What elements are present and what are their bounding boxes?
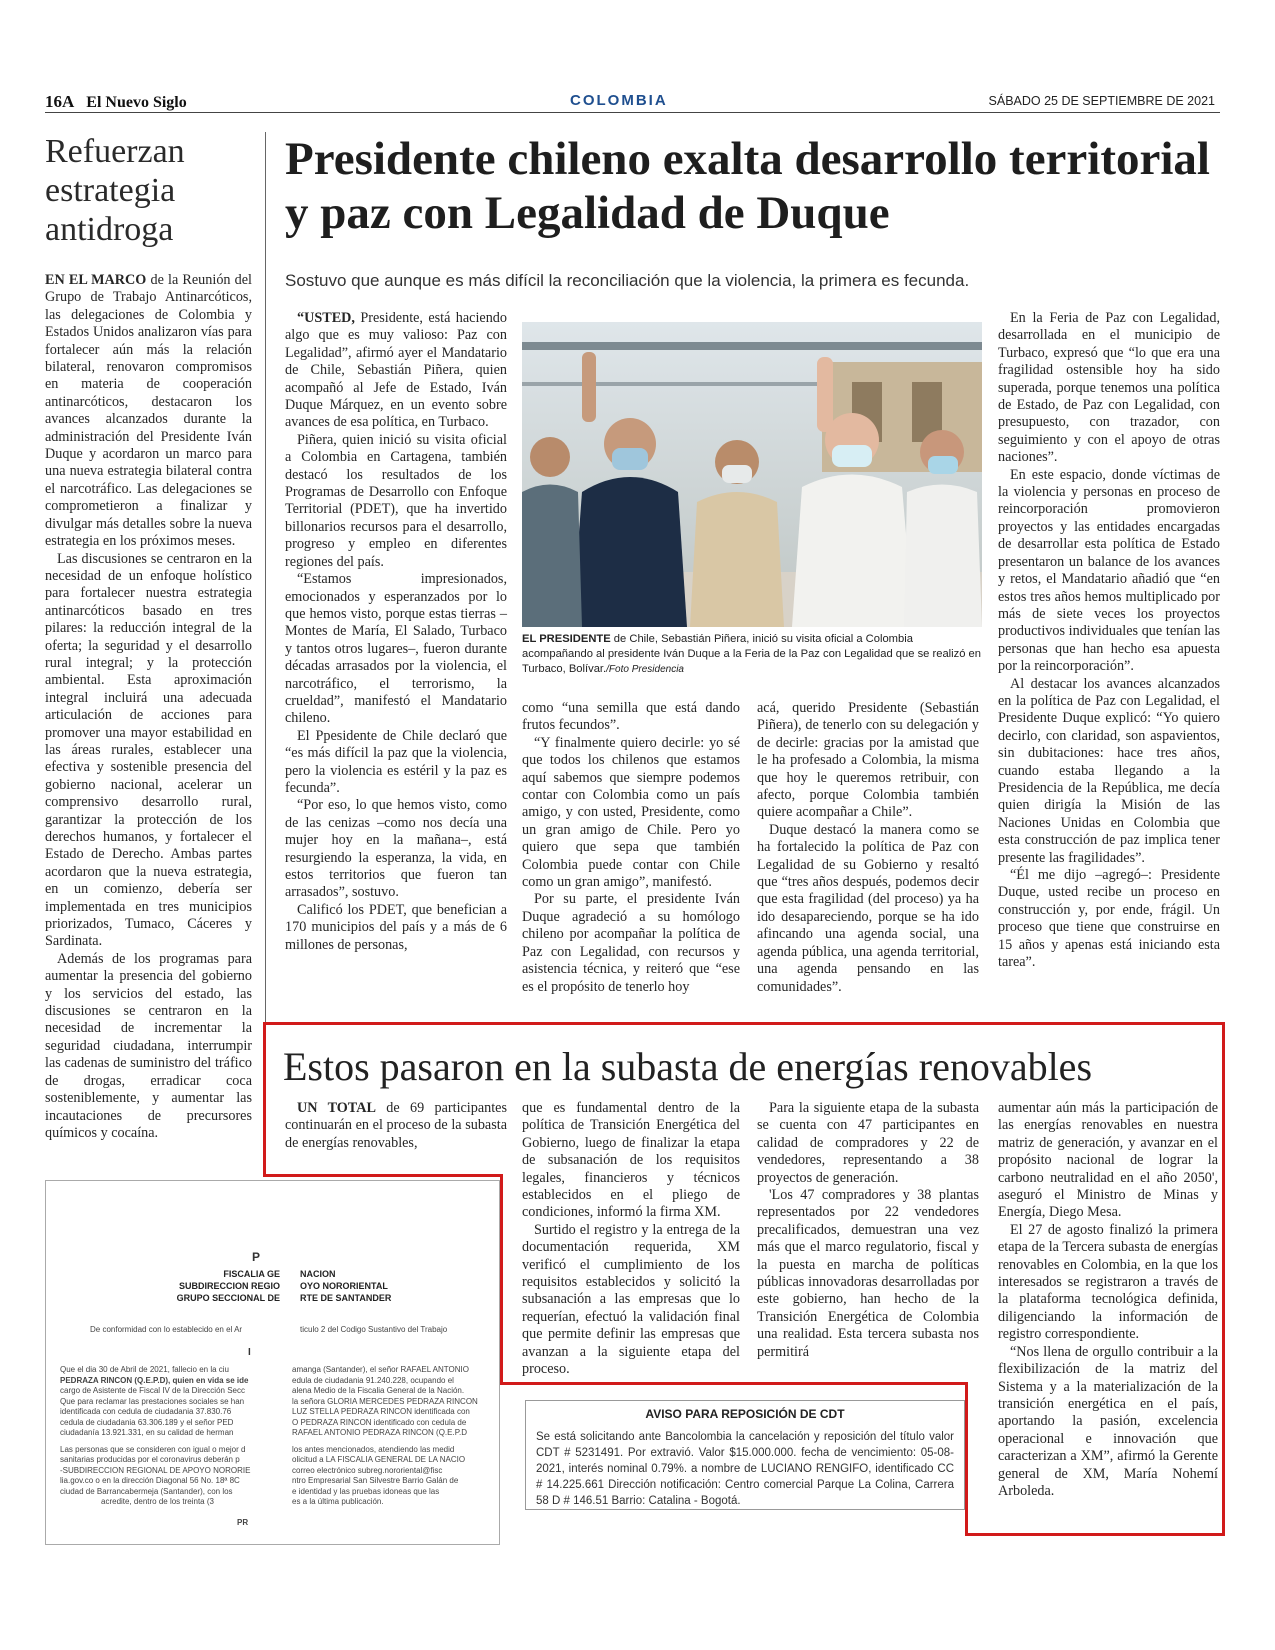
- news-photo: [522, 322, 982, 627]
- column-divider: [265, 132, 266, 1112]
- legal-line: es a la última publicación.: [292, 1497, 384, 1506]
- legal-line: Que el dia 30 de Abril de 2021, fallecio en la ciu: [60, 1365, 230, 1374]
- box-headline: Estos pasaron en la subasta de energías renovables: [283, 1044, 1093, 1089]
- main-column-3: [757, 700, 979, 996]
- header-rule: [45, 112, 1220, 113]
- legal-notice-title-right: [300, 1268, 450, 1304]
- main-lead: “USTED,: [297, 310, 355, 326]
- cdt-body: Se está solicitando ante Bancolombia la cancelación y reposición del título valor CDT # 5231491. Por extravió. Valor $15.000.000. fecha de vencimiento: 05-08-2021, interés nominal 0.79%. a nombre de LUCIANO RENGIFO, identificado CC # 14.225.661 Dirección notificación: Centro comercial Parque La Colina, Carrera 58 D # 146.51 Barrio: Catalina - Bogotá.: [536, 1431, 954, 1507]
- paragraph: El Ppesidente de Chile declaró que “es más difícil la paz que la violencia, pero la violencia es estéril y la paz es fecunda”.: [285, 727, 507, 796]
- main-headline: Presidente chileno exalta desarrollo territorial y paz con Legalidad de Duque: [285, 133, 1210, 239]
- legal-line: lia.gov.co o en la dirección Diagonal 56 No. 18ª 8C: [60, 1476, 240, 1485]
- legal-title-line: GRUPO SECCIONAL DE: [176, 1293, 280, 1303]
- section-name: COLOMBIA: [570, 92, 668, 109]
- paragraph: acá, querido Presidente (Sebastián Piñera), de tenerlo con su delegación y de decirle: gracias por la amistad que le ha profesado a Colombia, la misma que hoy le queremos retribuir, con afecto, porque Colombia también quiere acompañar a Chile”.: [757, 700, 979, 821]
- paragraph: En la Feria de Paz con Legalidad, desarrollada en el municipio de Turbaco, expresó que “lo que era una fragilidad ostensible hoy ha sido superada, porque tenemos una política de Estado, de Paz con Legalidad, con presupuesto, con trazador, con seguimiento y con el apoyo de otras naciones”.: [998, 310, 1220, 466]
- legal-line: acredite, dentro de los treinta (3: [101, 1497, 214, 1506]
- paragraph: Piñera, quien inició su visita oficial a Colombia en Cartagena, también destacó los resultados de los Programas de Desarrollo con Enfoque Territorial (PDET), que ha invertido billonarios recursos para el desarrollo, progreso y empleo en diferentes regiones del país.: [285, 431, 507, 570]
- photo-illustration: [522, 322, 982, 627]
- highlight-frame-left: [263, 1022, 266, 1177]
- paragraph: “Nos llena de orgullo contribuir a la flexibilización de la matriz del Sistema y a la materialización de la transición energética en el país, aportando la pasión, excelencia operacional e innovación que caracterizan a XM”, afirmó la Gerente general de XM, María Nohemí Arboleda.: [998, 1343, 1218, 1499]
- paragraph: Por su parte, el presidente Iván Duque agradeció a su homólogo chileno por acompañar la política de Paz con Legalidad, con recursos y asistencia técnica, y reiteró que “ese es el propósito de tenerlo hoy: [522, 891, 740, 995]
- legal-line: los antes mencionados, atendiendo las medid: [292, 1444, 455, 1454]
- paragraph: “Por eso, lo que hemos visto, como de las cenizas –como nos decía una mujer hoy en la mañana–, está resurgiendo la esperanza, la vida, en estos territorios que fueron tan arrasados”, sostuvo.: [285, 797, 507, 901]
- highlight-frame-right: [1222, 1022, 1225, 1536]
- box-column-3: [757, 1100, 979, 1361]
- main-column-1: [285, 310, 507, 954]
- paragraph: Calificó los PDET, que benefician a 170 municipios del país y a más de 6 millones de personas,: [285, 901, 507, 953]
- photo-caption: [522, 632, 982, 677]
- legal-notice-title-left: [160, 1268, 280, 1304]
- issue-date: SÁBADO 25 DE SEPTIEMBRE DE 2021: [988, 94, 1215, 108]
- paragraph: El 27 de agosto finalizó la primera etapa de la Tercera subasta de energías renovables en Colombia, en la que los interesados se registraron a través de la plataforma tecnológica definida, diligenciando la información de registro correspondiente.: [998, 1221, 1218, 1343]
- legal-line: O PEDRAZA RINCON identificado con cedula de: [292, 1417, 467, 1427]
- box-column-4: [998, 1100, 1218, 1500]
- legal-title-line: SUBDIRECCION REGIO: [178, 1281, 280, 1291]
- box-column-1: [285, 1100, 507, 1152]
- legal-notice-mark-2: I: [248, 1347, 251, 1358]
- legal-notice-mark: P: [252, 1250, 261, 1264]
- legal-line: sanitarias producidas por el coronavirus deberán p: [60, 1455, 240, 1464]
- cdt-title: AVISO PARA REPOSICIÓN DE CDT: [645, 1407, 845, 1421]
- paragraph: como “una semilla que está dando frutos fecundos”.: [522, 700, 740, 734]
- box-lead: UN TOTAL: [297, 1100, 376, 1116]
- sidebar-paragraph: Las discusiones se centraron en la necesidad de un enfoque holístico para fortalecer nuestra estrategia antinarcóticos basado en tres pilares: la reducción integral de la oferta; la seguridad y el desarrollo rural integral; y la protección ambiental. Esta aproximación integral incluirá una adecuada articulación de acciones para promover una mayor estabilidad en las áreas rurales, establecer una efectiva y sostenible presencia del gobierno nacional, acelerar un comprensivo desarrollo rural, garantizar la protección de los derechos humanos, y fortalecer el Estado de Derecho. Ambas partes acordaron que la nueva estrategia, en un comienzo, debería ser implementada en tres municipios priorizados, Tumaco, Cáceres y Sardinata.: [45, 550, 252, 950]
- legal-body-right: [292, 1365, 492, 1508]
- highlight-frame-step-4: [965, 1382, 968, 1536]
- paragraph: 'Los 47 compradores y 38 plantas representados por 22 vendedores precalificados, demuestran una vez más que el marco regulatorio, fiscal y la puesta en marcha de políticas públicas innovadoras desarrolladas por este gobierno, han hecho de la Transición Energética de Colombia una realidad. Esta tercera subasta nos permitirá: [757, 1187, 979, 1360]
- paragraph: “Estamos impresionados, emocionados y esperanzados por lo que hemos visto, porque estas tierras –Montes de María, El Salado, Turbaco y tantos otros lugares–, fueron durante décadas arrasados por la violencia, el narcotráfico, el terrorismo, la crueldad”, manifestó el Mandatario chileno.: [285, 571, 507, 727]
- paragraph: “Y finalmente quiero decirle: yo sé que todos los chilenos que estamos aquí sabemos que siempre podemos contar con Colombia como un país amigo, y con usted, Presidente, como un gran amigo de Chile. Pero yo quiero que sepa que también Colombia puede contar con Chile como un gran amigo”, manifestó.: [522, 734, 740, 891]
- legal-intro-right: ticulo 2 del Codigo Sustantivo del Trabajo: [300, 1325, 448, 1334]
- legal-line: PEDRAZA RINCON (Q.E.P.D), quien en vida se ide: [60, 1375, 249, 1385]
- legal-line: identificada con cedula de ciudadania 37.830.76: [60, 1407, 232, 1416]
- paragraph: aumentar aún más la participación de las energías renovables en nuestra matriz de generación, y avanzar en el propósito nacional de lograr la carbono neutralidad en el año 2050', aseguró el Ministro de Minas y Energía, Diego Mesa.: [998, 1100, 1218, 1221]
- legal-line: edula de ciudadania 91.240.228, ocupando el: [292, 1375, 454, 1385]
- paragraph: de 69 participantes continuarán en el proceso de la subasta de energías renovables,: [285, 1100, 507, 1151]
- main-column-2: [522, 700, 740, 996]
- legal-title-line: NACION: [300, 1269, 336, 1279]
- cdt-notice: [525, 1400, 965, 1510]
- legal-line: ntro Empresarial San Silvestre Barrio Galán de: [292, 1476, 459, 1485]
- paragraph: que es fundamental dentro de la política de Transición Energética del Gobierno, luego de finalizar la etapa de subsanación de los requisitos legales, financieros y técnicos establecidos en el pliego de condiciones, informó la firma XM.: [522, 1100, 740, 1221]
- page-number: 16A: [45, 92, 75, 111]
- legal-line: ciudadanía 13.921.331, en su calidad de herman: [60, 1428, 234, 1437]
- highlight-frame-bottom: [965, 1533, 1225, 1536]
- page-number-and-paper: [45, 92, 187, 112]
- paragraph: Presidente, está haciendo algo que es muy valioso: Paz con Legalidad”, afirmó ayer el Mandatario de Chile, Sebastián Piñera, quien acompañó al Jefe de Estado, Iván Duque Márquez, en un evento sobre avances de esa política, en Turbaco.: [285, 310, 507, 431]
- main-subhead: Sostuvo que aunque es más difícil la reconciliación que la violencia, la primera es fecunda.: [285, 271, 970, 290]
- sidebar-lead: EN EL MARCO: [45, 272, 147, 288]
- highlight-frame-top: [263, 1022, 1225, 1025]
- legal-title-line: OYO NORORIENTAL: [300, 1281, 388, 1291]
- legal-line: cedula de ciudadania 63.306.189 y el señor PED: [60, 1417, 234, 1427]
- sidebar-headline: Refuerzan estrategia antidroga: [45, 133, 185, 248]
- legal-line: correo electrónico subreg.nororiental@fisc: [292, 1465, 443, 1475]
- caption-text: de Chile, Sebastián Piñera, inició su visita oficial a Colombia acompañando al presidente Iván Duque a la Feria de la Paz con Legalidad que se realizó en Turbaco, Bolívar.: [522, 633, 981, 675]
- legal-line: cargo de Asistente de Fiscal IV de la Dirección Secc: [60, 1386, 245, 1395]
- sidebar-paragraph: de la Reunión del Grupo de Trabajo Antinarcóticos, las delegaciones de Colombia y Estados Unidos analizaron vías para fortalecer aún más la relación bilateral, renovaron compromisos en materia de cooperación antinarcóticos, destacaron los avances alcanzados durante la administración del Presidente Iván Duque y acordaron un marco para una nueva estrategia bilateral contra el narcotráfico. Las delegaciones se comprometieron a finalizar y divulgar más detalles sobre la nueva estrategia en los próximos meses.: [45, 272, 252, 550]
- legal-body-left: [60, 1365, 255, 1508]
- legal-line: amanga (Santander), el señor RAFAEL ANTONIO: [292, 1365, 469, 1374]
- highlight-frame-step-3: [500, 1382, 968, 1385]
- caption-lead: EL PRESIDENTE: [522, 633, 611, 645]
- legal-line: la señora GLORIA MERCEDES PEDRAZA RINCON: [292, 1396, 478, 1406]
- legal-title-line: RTE DE SANTANDER: [300, 1293, 392, 1303]
- legal-line: -SUBDIRECCION REGIONAL DE APOYO NORORIE: [60, 1465, 251, 1475]
- paragraph: “Él me dijo –agregó–: Presidente Duque, usted recibe un proceso en construcción y, por ende, frágil. Un proceso que tiene que construirse en 15 años y apenas está iniciando esta tarea”.: [998, 867, 1220, 971]
- highlight-frame-step-2: [500, 1174, 503, 1384]
- legal-intro-left: De conformidad con lo establecido en el Ar: [90, 1325, 243, 1334]
- main-column-4: [998, 310, 1220, 971]
- paragraph: Para la siguiente etapa de la subasta se cuenta con 47 participantes en calidad de compradores y 22 de vendedores, representando a 38 proyectos de generación.: [757, 1100, 979, 1186]
- legal-notice-mark-3: PR: [237, 1518, 249, 1527]
- legal-line: LUZ STELLA PEDRAZA RINCON identificada con: [292, 1407, 470, 1416]
- paragraph: Al destacar los avances alcanzados en la política de Paz con Legalidad, el Presidente Duque explicó: “Yo quiero decirlo, con claridad, son aspavientos, sin dubitaciones: hace tres años, cuando estaba llegando a la Presidencia de la República, me decía quien dirigía la Misión de las Naciones Unidas en Colombia que esta construcción de paz implica tener presente las fragilidades”.: [998, 675, 1220, 866]
- legal-line: olicitud a LA FISCALIA GENERAL DE LA NACIO: [292, 1455, 466, 1464]
- legal-title-line: FISCALIA GE: [223, 1269, 280, 1279]
- legal-line: Que para reclamar las prestaciones sociales se han: [60, 1396, 245, 1406]
- legal-line: alena Medio de la Fiscalia General de la Nación.: [292, 1386, 465, 1395]
- legal-line: RAFAEL ANTONIO PEDRAZA RINCON (Q.E.P.D: [292, 1428, 468, 1437]
- paragraph: En este espacio, donde víctimas de la violencia y personas en proceso de reincorporación promovieron proyectos y las entidades encargadas de desarrollar esta política de Estado presentaron un balance de los avances y retos, el Mandatario añadió que “en estos tres años hemos multiplicado por más de siete veces los proyectos productivos individuales que tenían las personas que han hecho esa apuesta por la reincorporación”.: [998, 466, 1220, 675]
- legal-line: ciudad de Barrancabermeja (Santander), con los: [60, 1486, 233, 1496]
- sidebar-body: [45, 272, 252, 1142]
- paragraph: Surtido el registro y la entrega de la documentación requerida, XM verificó el cumplimiento de los requisitos establecidos y solicitó la subsanación a las empresas que lo requerían, efectuó la validación final que permite definir las empresas que avanzan a la siguiente etapa del proceso.: [522, 1221, 740, 1378]
- box-column-2: [522, 1100, 740, 1379]
- sidebar-paragraph: Además de los programas para aumentar la presencia del gobierno y los servicios del estado, las discusiones se centraron en la necesidad de incrementar la seguridad ciudadana, interrumpir las cadenas de suministro del tráfico de drogas, erradicar coca sosteniblemente, y aumentar las incautaciones de precursores químicos y cocaína.: [45, 950, 252, 1141]
- paper-name: El Nuevo Siglo: [86, 94, 187, 111]
- legal-line: Las personas que se consideren con igual o mejor d: [60, 1444, 246, 1454]
- highlight-frame-step-1: [263, 1174, 503, 1177]
- photo-credit: /Foto Presidencia: [606, 664, 684, 675]
- legal-line: e identidad y las pruebas idoneas que las: [292, 1486, 440, 1496]
- paragraph: Duque destacó la manera como se ha fortalecido la política de Paz con Legalidad de su Gobierno y resaltó que “tres años después, podemos decir que esta fragilidad (del proceso) ya ha ido desapareciendo, porque se ha ido afincando una agenda social, una agenda pública, una agenda territorial, una agenda pensando en las comunidades”.: [757, 821, 979, 995]
